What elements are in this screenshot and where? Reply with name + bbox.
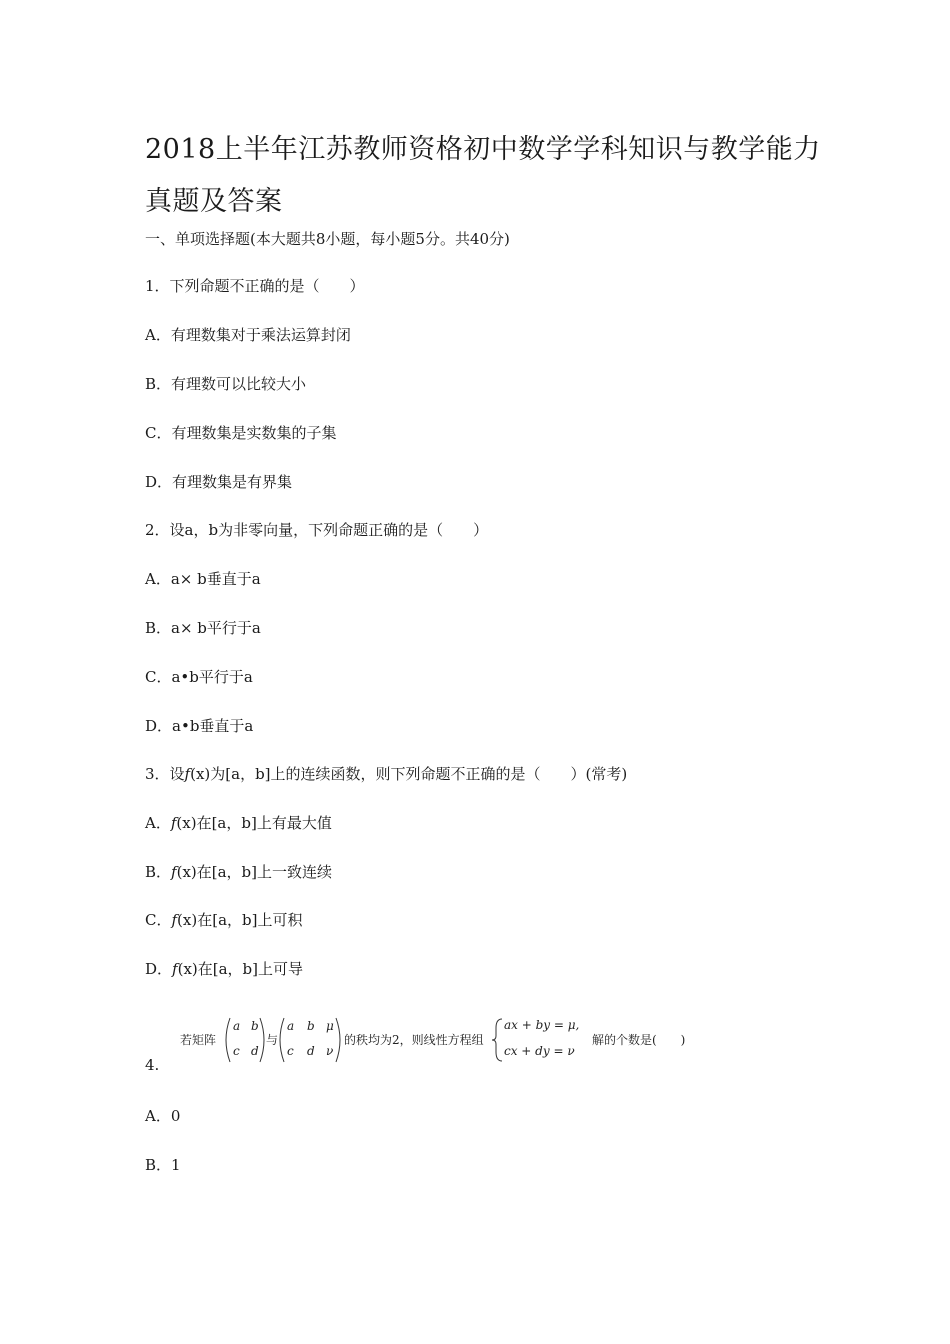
question-1-option-a: A．有理数集对于乘法运算封闭 xyxy=(145,326,351,344)
matrix-1-entry: b xyxy=(251,1019,259,1033)
matrix-1-entry: a xyxy=(233,1019,241,1033)
question-2-option-a: A．a× b垂直于a xyxy=(145,570,261,588)
option-text: (x)在[a，b]上可导 xyxy=(177,960,304,978)
question-3-option-d xyxy=(145,959,303,979)
option-label: C． xyxy=(145,911,172,929)
matrix-2-entry: d xyxy=(307,1044,315,1058)
question-2-option-c: C．a•b平行于a xyxy=(145,668,253,686)
q4-text-2: 与 xyxy=(266,1033,279,1047)
matrix-2-entry: c xyxy=(287,1044,294,1058)
matrix-2-entry: b xyxy=(307,1019,315,1033)
option-label: D． xyxy=(145,960,173,978)
question-3-option-c xyxy=(145,910,302,930)
question-3-stem-prefix: 3．设 xyxy=(145,765,185,783)
option-text: (x)在[a，b]上有最大值 xyxy=(176,814,332,832)
matrix-1-entry: d xyxy=(251,1044,259,1058)
function-symbol: f xyxy=(170,814,177,832)
question-4-option-a: A．0 xyxy=(145,1107,181,1125)
q4-text-3: 的秩均为2，则线性方程组 xyxy=(344,1033,484,1047)
question-3-option-b xyxy=(145,862,332,882)
equation-2: cx + dy = ν xyxy=(504,1044,575,1058)
question-2-option-d: D．a•b垂直于a xyxy=(145,717,254,735)
question-3-option-a xyxy=(145,813,332,833)
matrix-1-entry: c xyxy=(233,1044,240,1058)
question-4-number: 4. xyxy=(145,1056,160,1074)
function-symbol: f xyxy=(171,911,178,929)
question-1-option-b: B．有理数可以比较大小 xyxy=(145,375,307,393)
equation-1: ax + by = μ, xyxy=(504,1018,580,1032)
question-1-stem: 1．下列命题不正确的是（ ） xyxy=(145,277,365,295)
question-4-option-b: B．1 xyxy=(145,1156,181,1174)
document-title: 2018上半年江苏教师资格初中数学学科知识与教学能力真题及答案 xyxy=(145,134,821,217)
option-text: (x)在[a，b]上一致连续 xyxy=(176,863,333,881)
section-heading: 一、单项选择题(本大题共8小题，每小题5分。共40分) xyxy=(145,230,510,248)
function-symbol: f xyxy=(172,960,178,978)
function-symbol: f xyxy=(171,863,177,881)
question-1-option-d: D．有理数集是有界集 xyxy=(145,473,293,491)
option-text: (x)在[a，b]上可积 xyxy=(177,911,303,929)
question-3-function-symbol: f xyxy=(184,765,191,783)
q4-text-4: 解的个数是( ) xyxy=(592,1033,686,1047)
matrix-2-entry: μ xyxy=(326,1019,334,1033)
q4-text-1: 若矩阵 xyxy=(180,1033,217,1047)
option-label: B． xyxy=(145,863,172,881)
question-2-stem: 2．设a，b为非零向量，下列命题正确的是（ ） xyxy=(145,521,489,539)
question-3-stem-rest: (x)为[a，b]上的连续函数，则下列命题不正确的是（ ）(常考) xyxy=(190,765,628,783)
question-3-stem xyxy=(145,764,627,784)
matrix-2-entry: a xyxy=(287,1019,295,1033)
question-1-option-c: C．有理数集是实数集的子集 xyxy=(145,424,337,442)
question-2-option-b: B．a× b平行于a xyxy=(145,619,261,637)
question-4-formula-image xyxy=(176,1014,686,1066)
option-label: A． xyxy=(145,814,171,832)
matrix-2-entry: ν xyxy=(326,1044,334,1058)
